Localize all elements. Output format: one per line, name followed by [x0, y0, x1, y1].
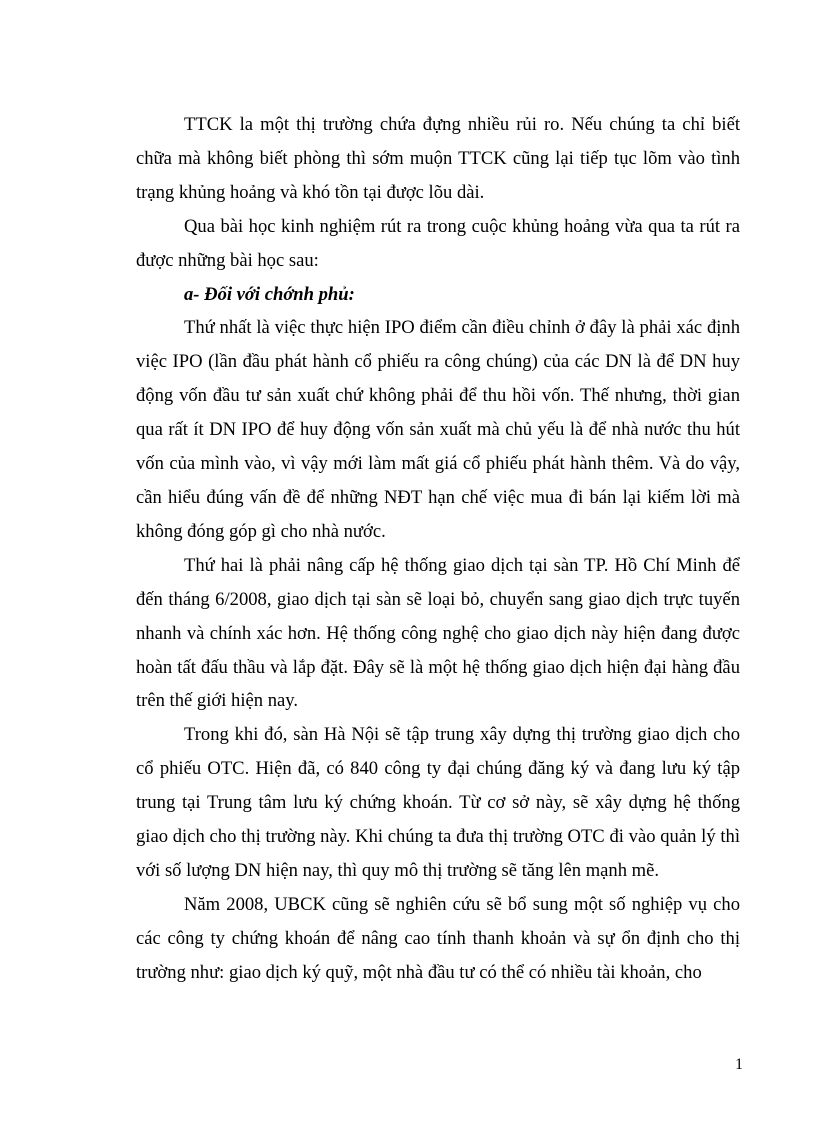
page-number: 1	[735, 1056, 743, 1073]
section-heading-government: a- Đối với chớnh phủ:	[184, 283, 355, 305]
paragraph-second-point: Thứ hai là phải nâng cấp hệ thống giao dịch tại sàn TP. Hồ Chí Minh để đến tháng 6/2008, giao dịch tại sàn sẽ loại bỏ, chuyển sang giao dịch trực tuyến nhanh và chính xác hơn. Hệ thống công nghệ cho giao dịch này hiện đang được hoàn tất đấu thầu và lắp đặt. Đây sẽ là một hệ thống giao dịch hiện đại hàng đầu trên thế giới hiện nay.	[136, 554, 740, 712]
body-text	[136, 108, 740, 990]
paragraph-ubck-2008: Năm 2008, UBCK cũng sẽ nghiên cứu sẽ bổ sung một số nghiệp vụ cho các công ty chứng khoán để nâng cao tính thanh khoản và sự ổn định cho thị trường như: giao dịch ký quỹ, một nhà đầu tư có thể có nhiều tài khoản, cho	[136, 893, 740, 983]
paragraph-lessons-intro: Qua bài học kinh nghiệm rút ra trong cuộc khủng hoảng vừa qua ta rút ra được những bài học sau:	[136, 215, 740, 271]
paragraph-first-point: Thứ nhất là việc thực hiện IPO điểm cần điều chỉnh ở đây là phải xác định việc IPO (lần đầu phát hành cổ phiếu ra công chúng) của các DN là để DN huy động vốn đầu tư sản xuất chứ không phải để thu hồi vốn. Thế nhưng, thời gian qua rất ít DN IPO để huy động vốn sản xuất mà chủ yếu là để nhà nước thu hút vốn của mình vào, vì vậy mới làm mất giá cổ phiếu phát hành thêm. Và do vậy, cần hiểu đúng vấn đề để những NĐT hạn chế việc mua đi bán lại kiếm lời mà không đóng góp gì cho nhà nước.	[136, 317, 740, 542]
paragraph-hanoi-otc: Trong khi đó, sàn Hà Nội sẽ tập trung xây dựng thị trường giao dịch cho cổ phiếu OTC. Hiện đã, có 840 công ty đại chúng đăng ký và đang lưu ký tập trung tại Trung tâm lưu ký chứng khoán. Từ cơ sở này, sẽ xây dựng hệ thống giao dịch cho thị trường này. Khi chúng ta đưa thị trường OTC đi vào quản lý thì với số lượng DN hiện nay, thì quy mô thị trường sẽ tăng lên mạnh mẽ.	[136, 724, 740, 881]
paragraph-intro: TTCK la một thị trường chứa đựng nhiều rủi ro. Nếu chúng ta chỉ biết chữa mà không biết phòng thì sớm muộn TTCK cũng lại tiếp tục lõm vào tình trạng khủng hoảng và khó tồn tại được lõu dài.	[136, 114, 740, 203]
